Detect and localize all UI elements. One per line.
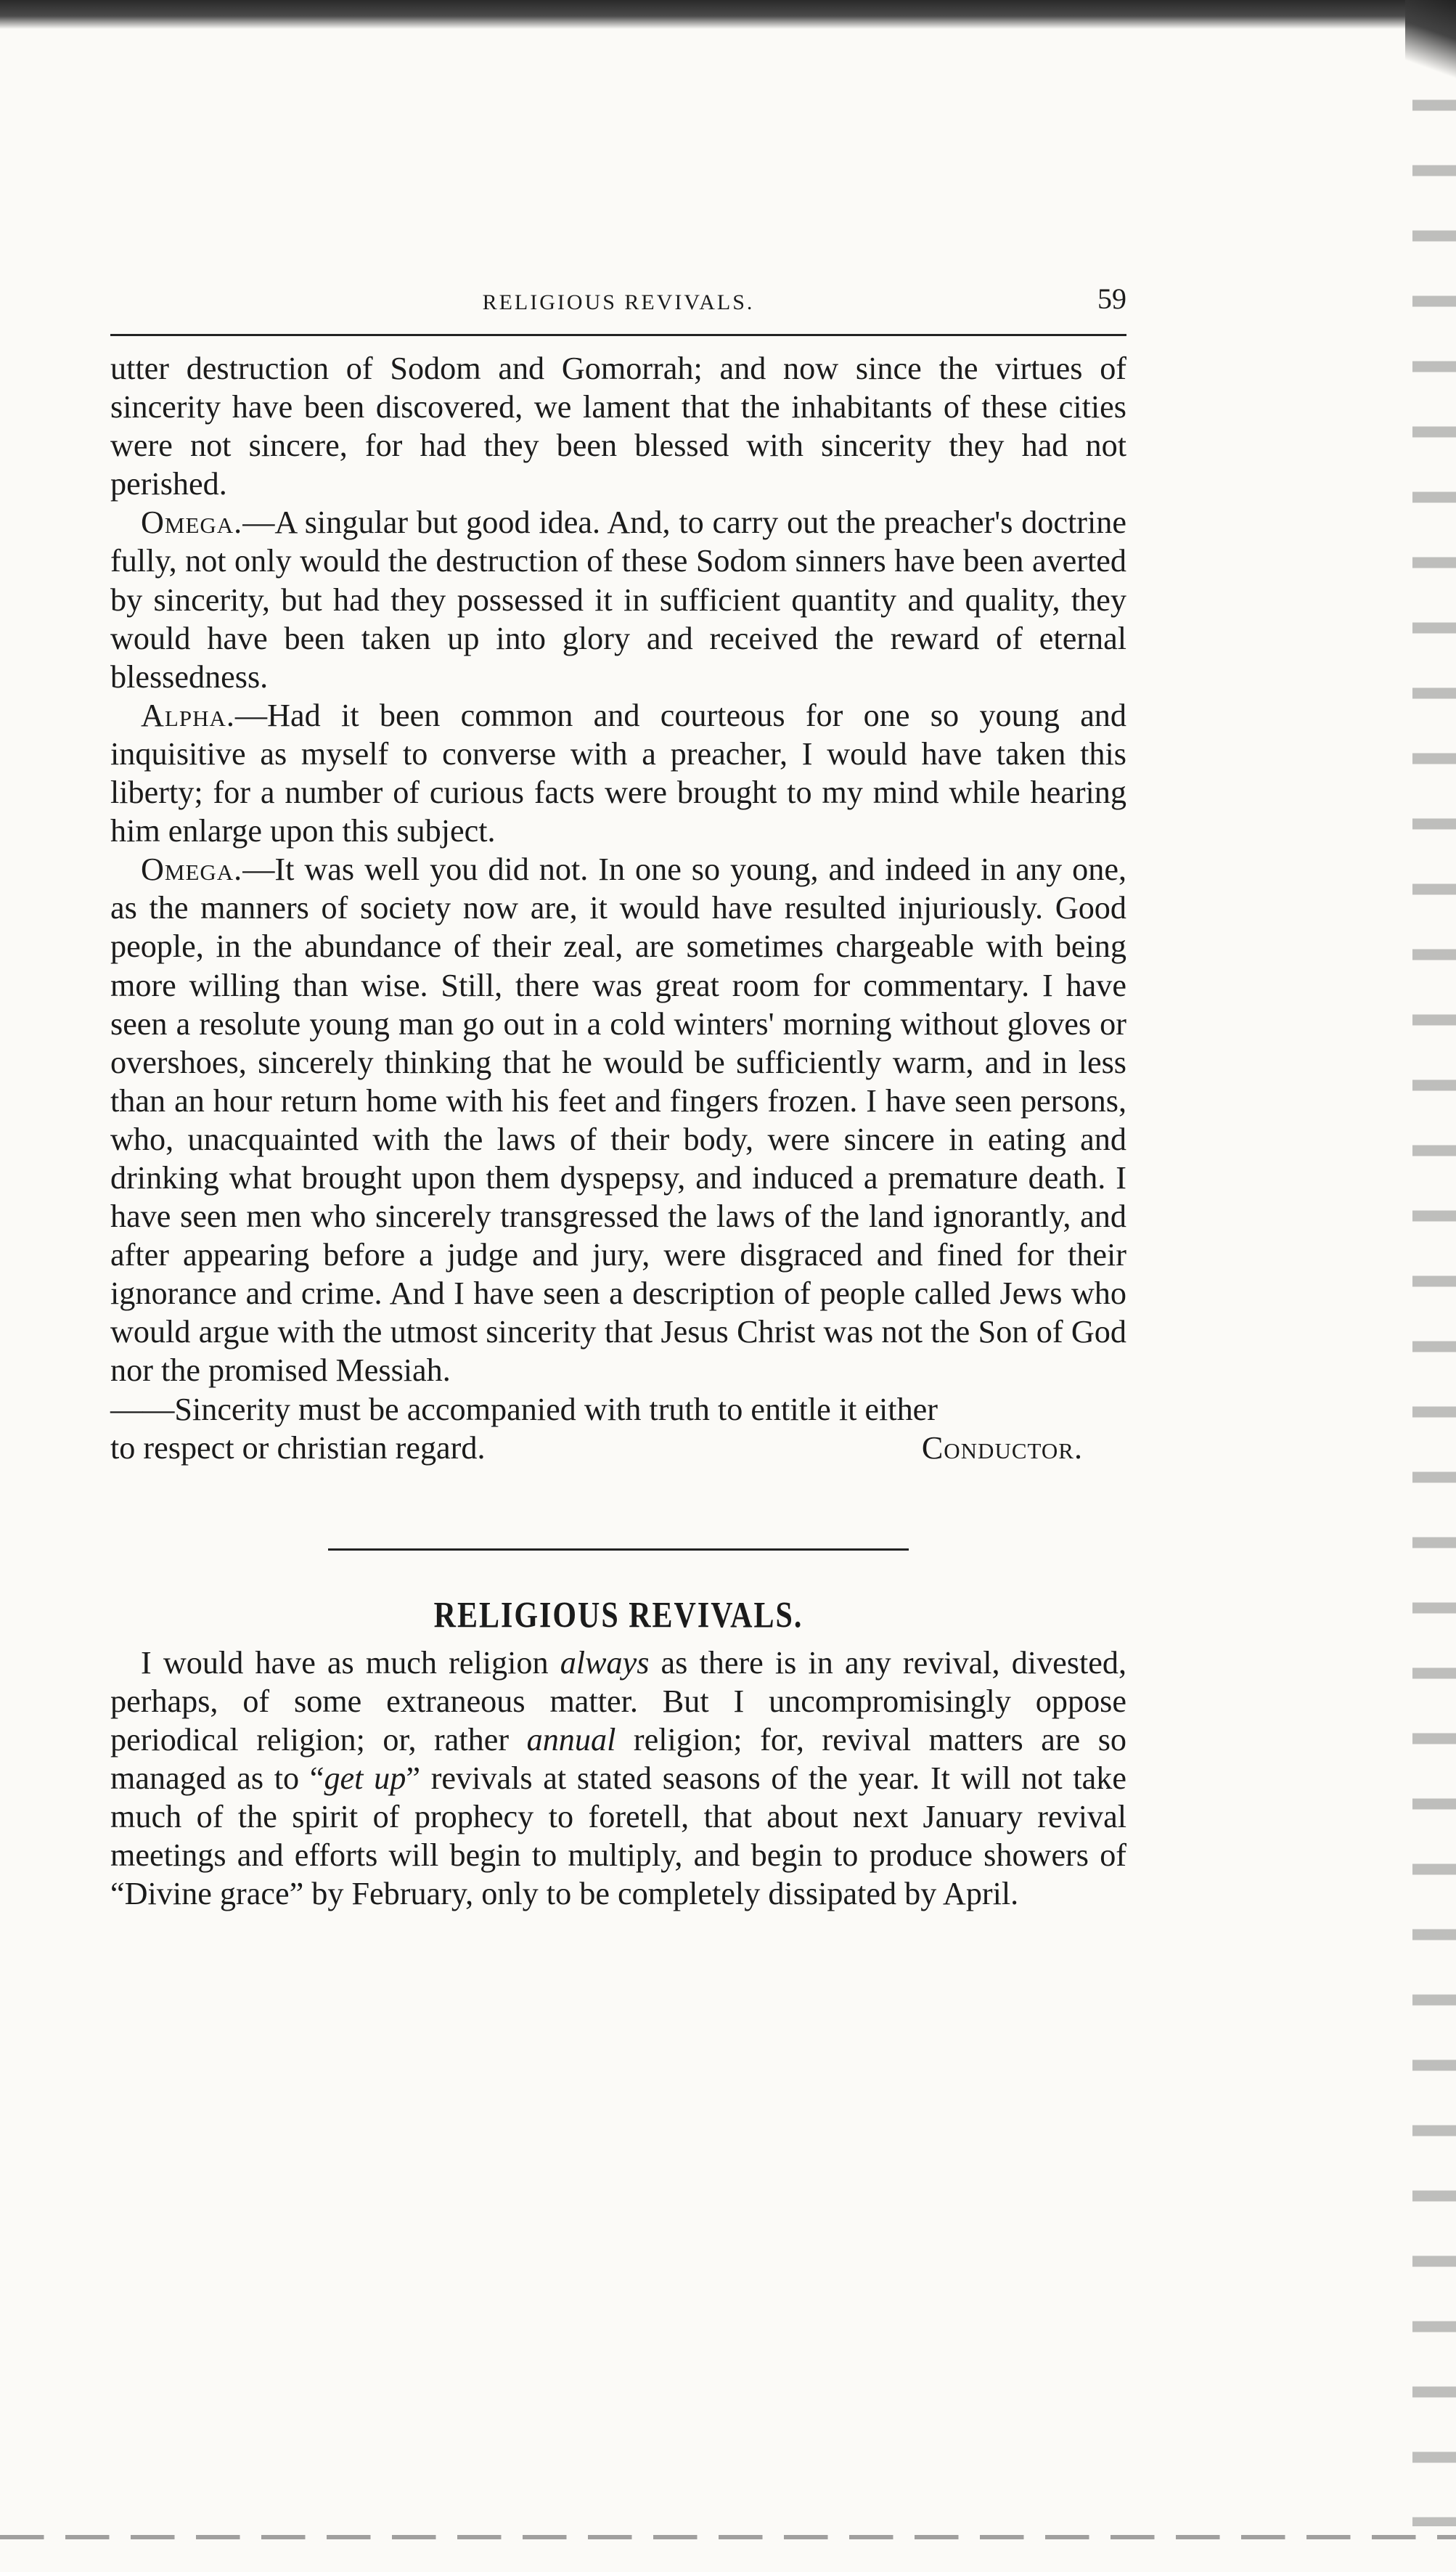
speech-text: —A singular but good idea. And, to carry out the preacher's doctrine fully, not only would the destruction of these Sodom sinners have been averted by sincerity, but had they possessed it in sufficient quantity and quality, they would have been taken up into glory and received the reward of eternal blessedness. [110, 505, 1126, 695]
signature-conductor: Conductor. [921, 1429, 1083, 1466]
page-number: 59 [1097, 282, 1126, 315]
paragraph-sodom-gomorrah: utter destruction of Sodom and Gomorrah; and now since the virtues of sincerity have been discovered, we lament that the inhabitants of these cities were not sincere, for had they been blessed with sincerity they had not perished. [110, 351, 1126, 502]
scan-top-edge [0, 0, 1456, 29]
closing-line [110, 1429, 1126, 1467]
emphasis-always: always [560, 1644, 650, 1681]
section-title: RELIGIOUS REVIVALS. [433, 1596, 803, 1636]
emphasis-get-up: get up [324, 1760, 406, 1796]
paragraph-sincerity: ——Sincerity must be accompanied with truth to entitle it either [110, 1391, 938, 1427]
dialogue-article [110, 349, 1126, 1467]
scan-bottom-edge [0, 2535, 1456, 2539]
scan-right-edge [1412, 73, 1456, 2526]
running-head-title: RELIGIOUS REVIVALS. [482, 290, 755, 314]
closing-text: to respect or christian regard. [110, 1429, 486, 1466]
text-run: ” revivals at stated seasons of the year. It will not take much of the spirit of prophecy to foretell, that about next January revival meetings and efforts will begin to multiply, and begin to produce showers of “Divine grace” by February, only to be completely dissipated by April. [110, 1760, 1126, 1912]
paragraph-omega-2 [110, 850, 1126, 1389]
speech-text: —Had it been common and courteous for one so young and inquisitive as myself to converse with a preacher, I would have taken this liberty; for a number of curious facts were brought to my mind while hearing him enlarge upon this subject. [110, 697, 1126, 849]
speaker-alpha: Alpha. [141, 697, 235, 733]
speaker-omega: Omega. [141, 505, 243, 541]
emphasis-annual: annual [526, 1721, 616, 1757]
paragraph-revivals [110, 1644, 1126, 1914]
speech-text: —It was well you did not. In one so young, and indeed in any one, as the manners of society now are, it would have resulted injuriously. Good people, in the abundance of their zeal, are sometimes chargeable with being more willing than wise. Still, there was great room for commentary. I have seen a resolute young man go out in a cold winters' morning without gloves or overshoes, sincerely thinking that he would be sufficiently warm, and in less than an hour return home with his feet and fingers frozen. I have seen persons, who, unacquainted with the laws of their body, were sincere in eating and drinking what brought upon them dyspepsy, and induced a premature death. I have seen men who sincerely transgressed the laws of the land ignorantly, and after appearing before a judge and jury, were disgraced and fined for their ignorance and crime. And I have seen a description of people called Jews who would argue with the utmost sincerity that Jesus Christ was not the Son of God nor the promised Messiah. [110, 852, 1126, 1389]
book-page [110, 269, 1126, 1913]
paragraph-omega-1 [110, 503, 1126, 695]
paragraph-alpha [110, 696, 1126, 850]
text-run: as there is in any revival, divested, perhaps, of some extraneous matter. But I uncompromisingly oppose periodical religion; or, rather [110, 1644, 1127, 1757]
header-rule [110, 334, 1126, 336]
running-head [110, 269, 1126, 334]
scan-top-corner [1405, 0, 1456, 80]
section-divider [328, 1548, 909, 1551]
text-run: I would have as much religion [141, 1644, 560, 1681]
speaker-omega: Omega. [141, 852, 243, 888]
text-run: religion; for, revival matters are so managed as to “ [110, 1721, 1126, 1796]
